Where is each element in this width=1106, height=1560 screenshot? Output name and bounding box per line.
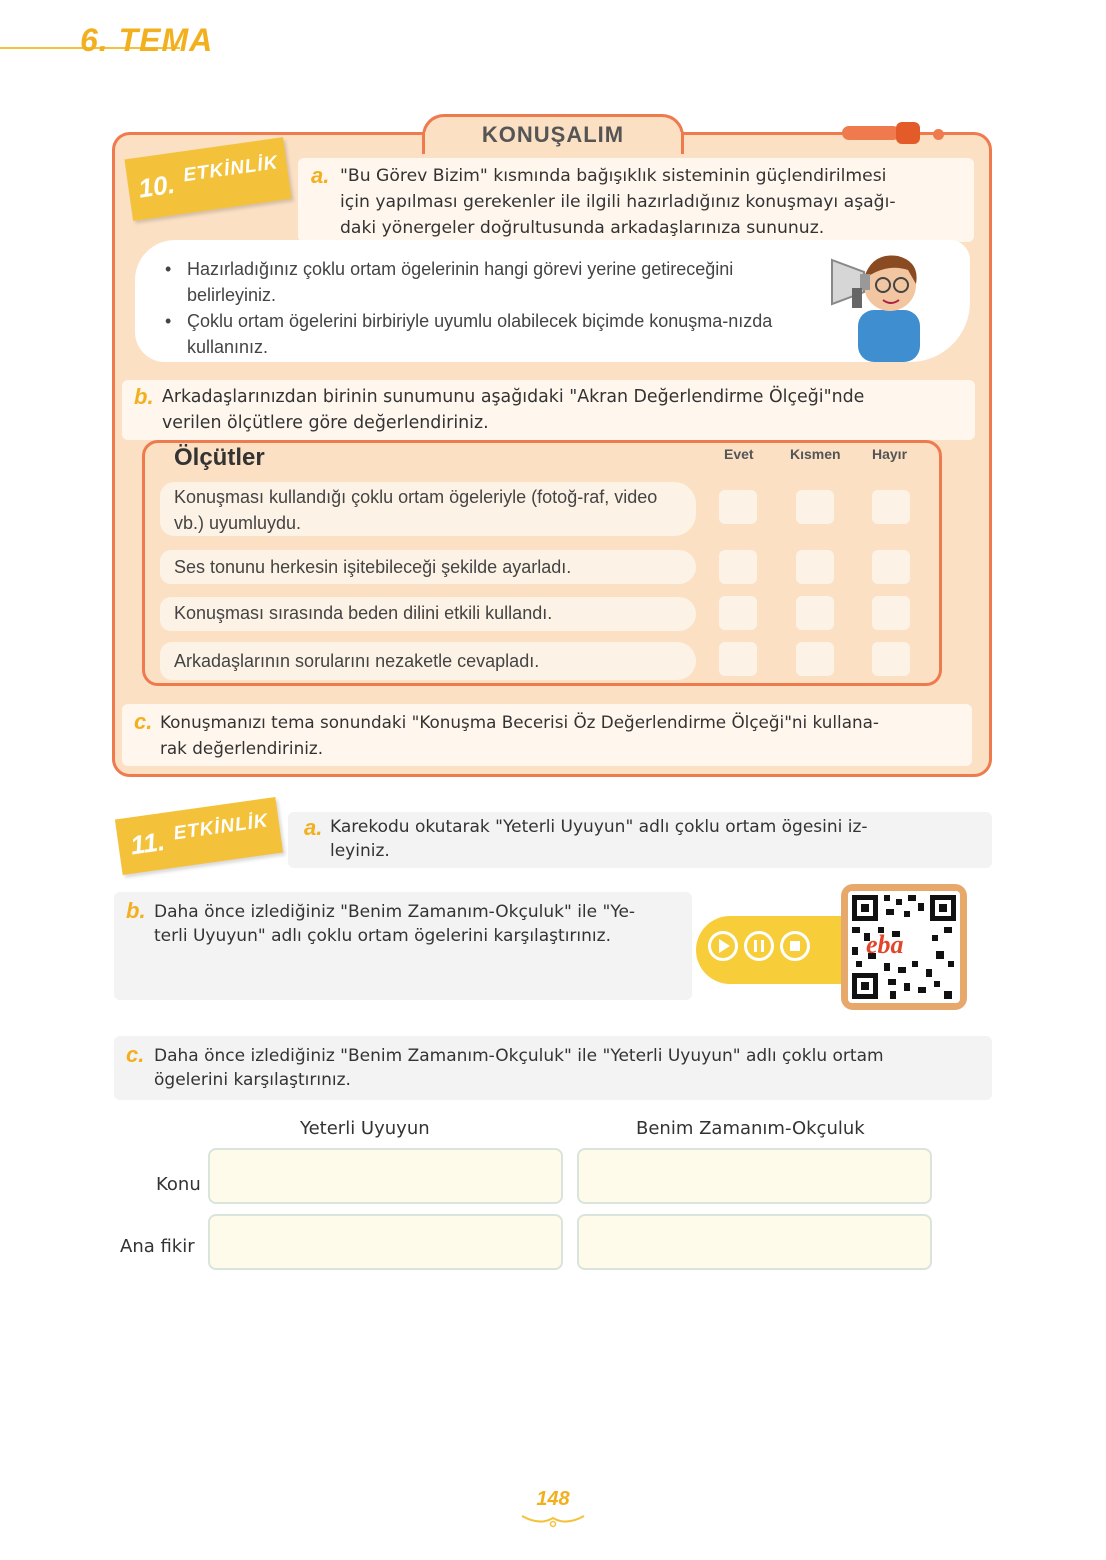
criteria-title: Ölçütler	[174, 444, 265, 471]
answer-box[interactable]	[208, 1214, 563, 1270]
checkbox-kismen[interactable]	[796, 490, 834, 524]
criteria-row-text: Ses tonunu herkesin işitebileceği şekilde ayarladı.	[174, 557, 572, 577]
text-line: "Bu Görev Bizim" kısmında bağışıklık sisteminin güçlendirilmesi	[340, 166, 887, 186]
page-number-swirl-icon	[520, 1510, 586, 1530]
etkinlik-label: ETKİNLİK	[182, 152, 280, 187]
stop-icon[interactable]	[780, 931, 810, 961]
criteria-row-text: Konuşması sırasında beden dilini etkili kullandı.	[174, 603, 553, 623]
instruction-item: • Çoklu ortam ögelerini birbiriyle uyumlu olabilecek biçimde konuşma-nızda kullanınız.	[165, 308, 805, 360]
criteria-row-text: Arkadaşlarının sorularını nezaketle cevapladı.	[174, 651, 540, 671]
checkbox-kismen[interactable]	[796, 550, 834, 584]
section10-c-text	[160, 709, 970, 761]
text-line: leyiniz.	[330, 841, 390, 861]
criteria-row	[160, 642, 696, 680]
text-line: rak değerlendiriniz.	[160, 738, 324, 758]
text-line: için yapılması gerekenler ile ilgili hazırladığınız konuşmayı aşağı-	[340, 192, 896, 212]
checkbox-evet[interactable]	[719, 490, 757, 524]
column-header-evet: Evet	[724, 446, 754, 462]
text-line: ögelerini karşılaştırınız.	[154, 1070, 351, 1090]
checkbox-hayir[interactable]	[872, 550, 910, 584]
page-number: 148	[536, 1488, 570, 1510]
criteria-row	[160, 597, 696, 631]
compare-row-ana-fikir: Ana fikir	[120, 1236, 195, 1257]
text-line: terli Uyuyun" adlı çoklu ortam ögelerini karşılaştırınız.	[154, 926, 611, 946]
text-line: daki yönergeler doğrultusunda arkadaşlarınıza sununuz.	[340, 218, 825, 238]
text-line: Daha önce izlediğiniz "Benim Zamanım-Okçuluk" ile "Yeterli Uyuyun" adlı çoklu ortam	[154, 1046, 884, 1066]
instructions-list	[165, 256, 805, 360]
checkbox-kismen[interactable]	[796, 596, 834, 630]
microphone-head-icon	[896, 122, 920, 144]
pause-icon[interactable]	[744, 931, 774, 961]
answer-box[interactable]	[208, 1148, 563, 1204]
qr-code[interactable]	[848, 891, 960, 1003]
answer-box[interactable]	[577, 1214, 932, 1270]
etkinlik-number: 10.	[136, 168, 177, 204]
criteria-row-text: Konuşması kullandığı çoklu ortam ögeleriyle (fotoğ-raf, video vb.) uyumluydu.	[174, 487, 658, 533]
play-icon[interactable]	[708, 931, 738, 961]
konusalim-title: KONUŞALIM	[481, 122, 625, 147]
section10-a-text	[340, 163, 970, 241]
criteria-row	[160, 550, 696, 584]
checkbox-hayir[interactable]	[872, 596, 910, 630]
text-line: Karekodu okutarak "Yeterli Uyuyun" adlı çoklu ortam ögesini iz-	[330, 817, 868, 837]
column-header-kismen: Kısmen	[790, 446, 841, 462]
microphone-icon	[842, 126, 900, 140]
compare-column-2: Benim Zamanım-Okçuluk	[636, 1118, 865, 1139]
text-line: Konuşmanızı tema sonundaki "Konuşma Becerisi Öz Değerlendirme Ölçeği"ni kullana-	[160, 712, 879, 732]
etkinlik-label: ETKİNLİK	[172, 810, 270, 845]
text-line: Arkadaşlarınızdan birinin sunumunu aşağıdaki "Akran Değerlendirme Ölçeği"nde	[162, 387, 865, 407]
checkbox-hayir[interactable]	[872, 642, 910, 676]
instruction-item: • Hazırladığınız çoklu ortam ögelerinin hangi görevi yerine getireceğini belirleyiniz.	[165, 256, 805, 308]
section11-c-text	[154, 1044, 984, 1092]
item-letter-b: b.	[134, 384, 154, 409]
checkbox-evet[interactable]	[719, 596, 757, 630]
compare-column-1: Yeterli Uyuyun	[300, 1118, 430, 1139]
dot-icon	[933, 129, 944, 140]
text-line: verilen ölçütlere göre değerlendiriniz.	[162, 413, 489, 433]
item-letter-c: c.	[134, 709, 153, 734]
compare-row-konu: Konu	[156, 1174, 201, 1195]
eba-logo: eba	[866, 930, 904, 959]
column-header-hayir: Hayır	[872, 446, 908, 462]
item-letter-a: a.	[304, 815, 323, 840]
checkbox-evet[interactable]	[719, 642, 757, 676]
text-line: Daha önce izlediğiniz "Benim Zamanım-Okçuluk" ile "Ye-	[154, 902, 636, 922]
checkbox-hayir[interactable]	[872, 490, 910, 524]
etkinlik-number: 11.	[128, 825, 167, 860]
etkinlik-11-badge	[115, 797, 283, 875]
boy-megaphone-icon	[828, 240, 938, 362]
item-letter-c: c.	[126, 1042, 145, 1067]
checkbox-kismen[interactable]	[796, 642, 834, 676]
item-letter-b: b.	[126, 898, 146, 923]
section11-a-text	[330, 815, 970, 863]
section11-b-text	[154, 900, 694, 948]
criteria-row	[160, 482, 696, 536]
answer-box[interactable]	[577, 1148, 932, 1204]
item-letter-a: a.	[311, 163, 330, 188]
section10-b-text	[162, 384, 962, 436]
checkbox-evet[interactable]	[719, 550, 757, 584]
tema-title: 6. TEMA	[80, 22, 214, 58]
